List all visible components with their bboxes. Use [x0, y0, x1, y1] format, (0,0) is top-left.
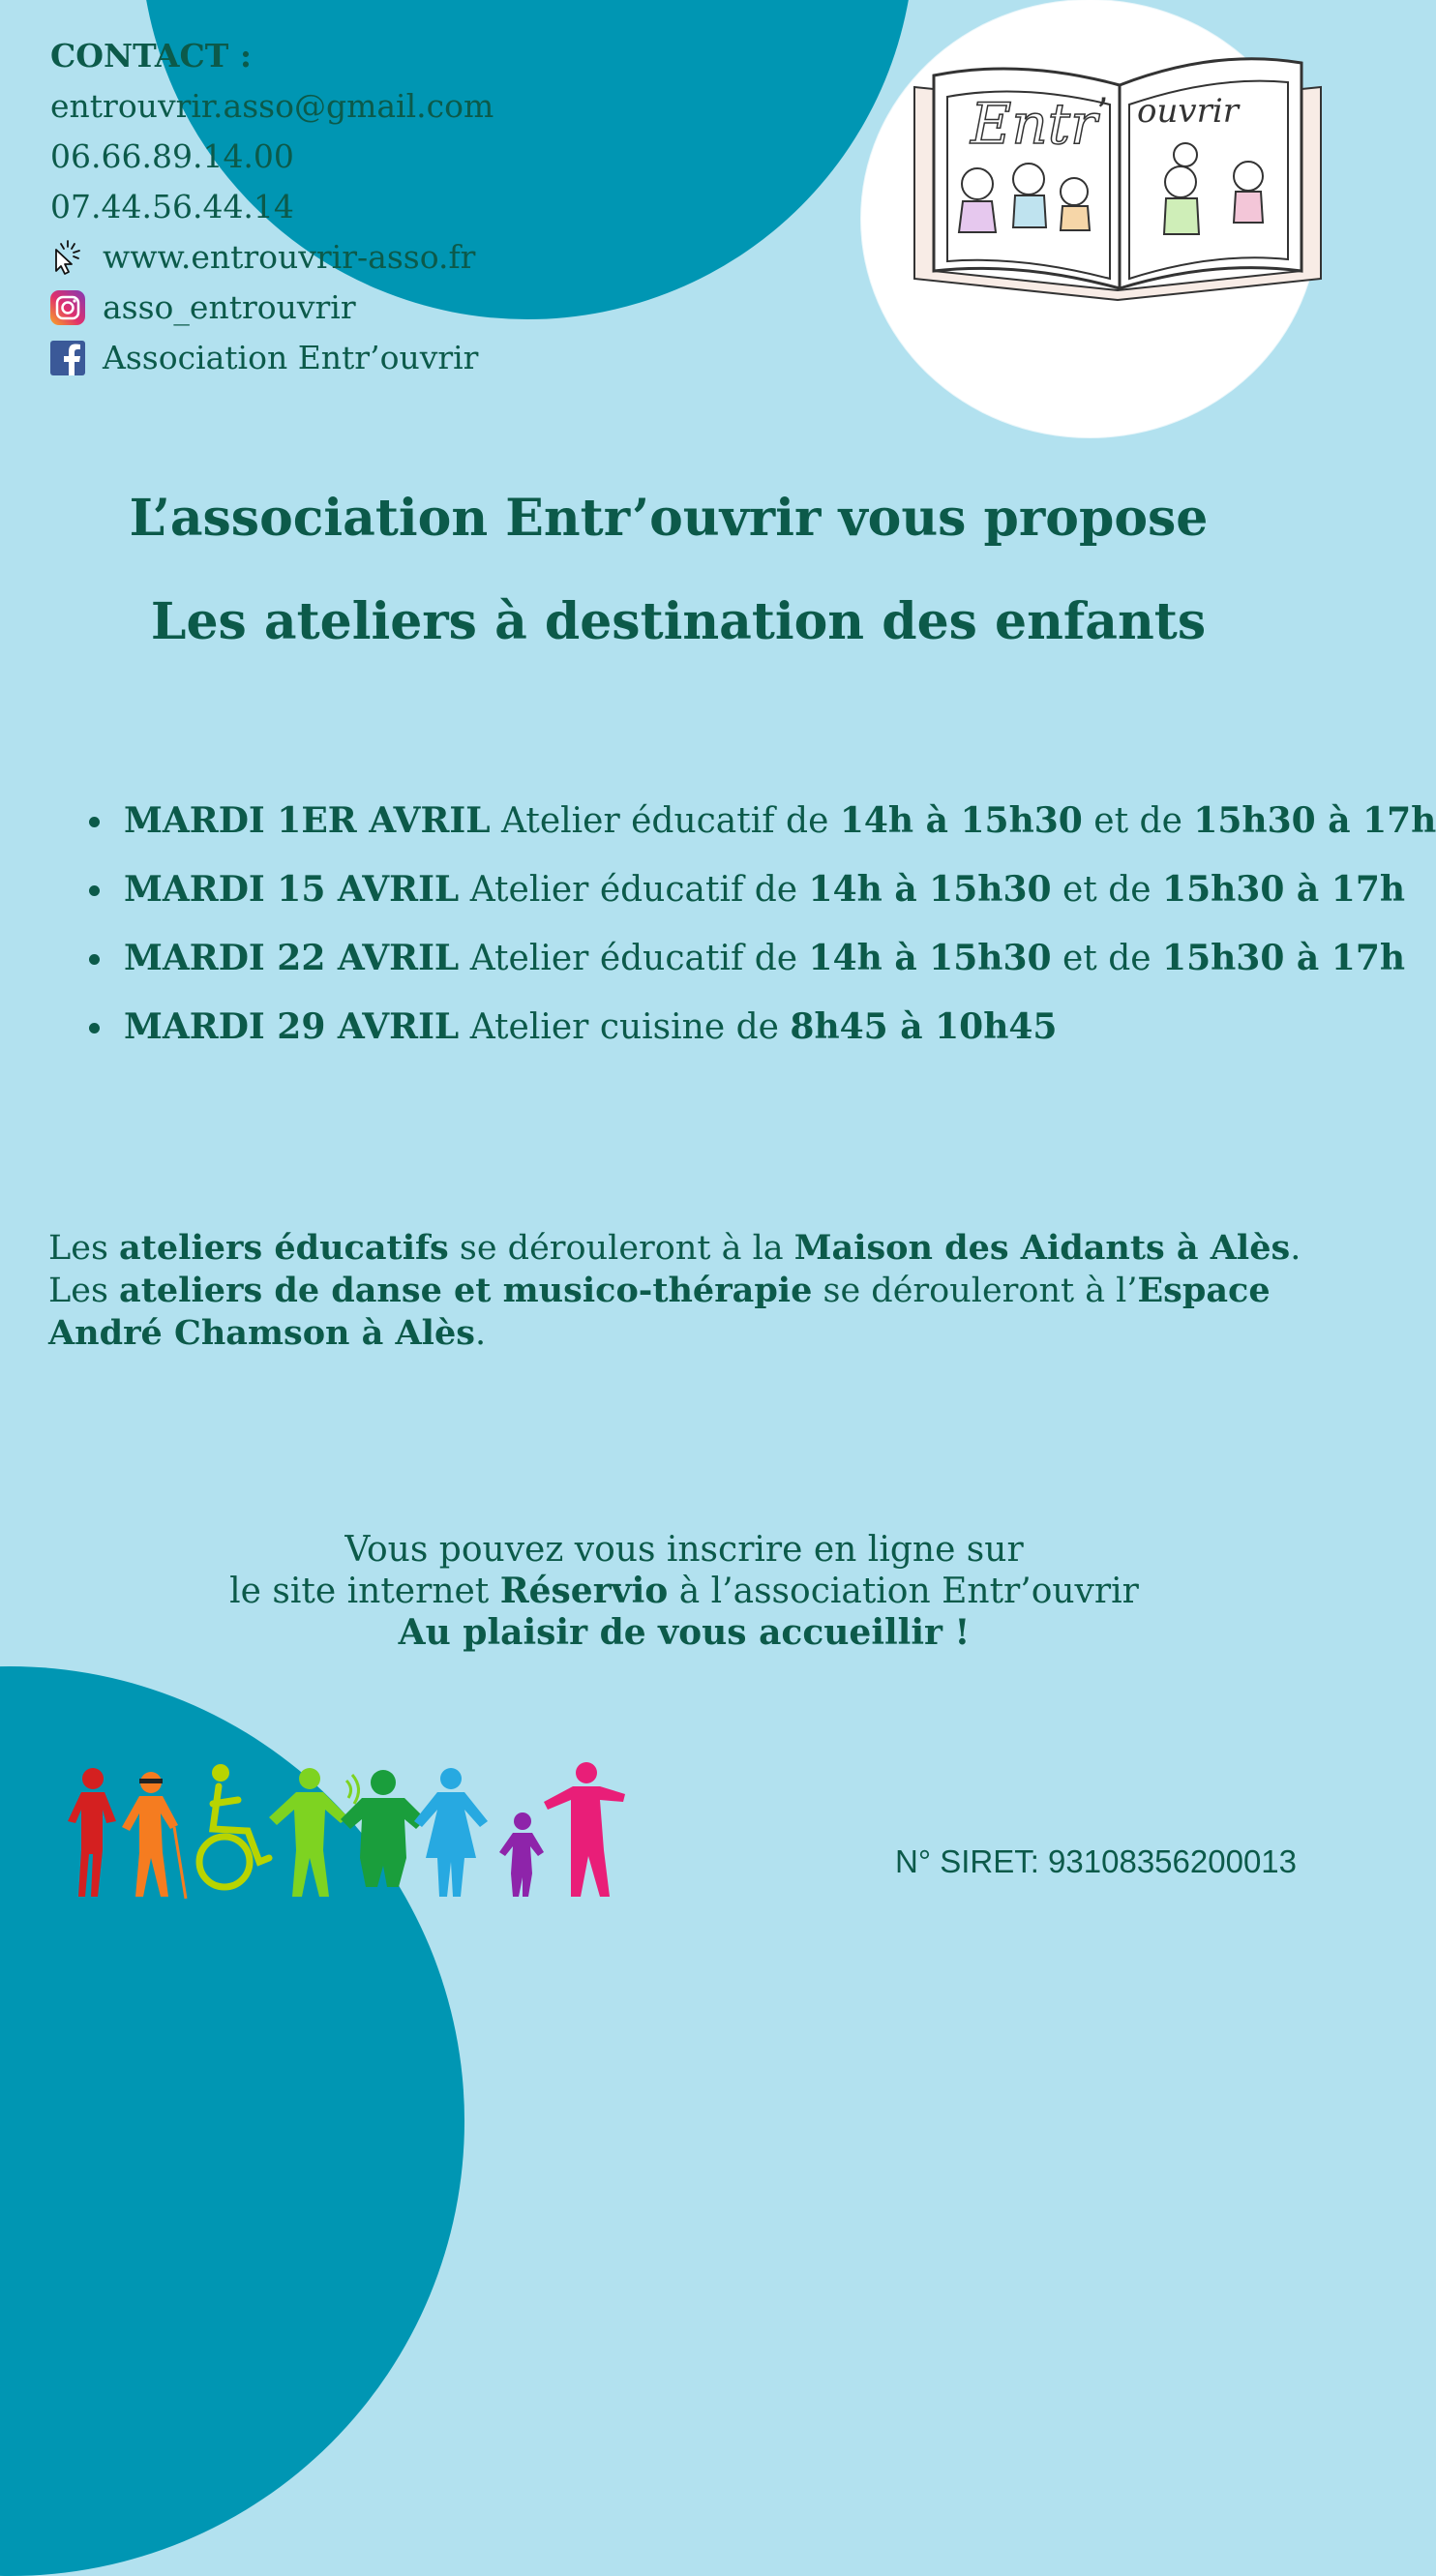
info-text: Les: [48, 1229, 120, 1268]
entrouvrir-logo: [895, 29, 1350, 319]
contact-block: [50, 31, 494, 383]
contact-email[interactable]: entrouvrir.asso@gmail.com: [50, 87, 494, 125]
contact-website-row[interactable]: [50, 232, 494, 283]
location-line-2: [48, 1270, 1345, 1355]
location-line-1: [48, 1227, 1345, 1270]
cursor-click-icon: [48, 238, 87, 277]
event-activity: Atelier éducatif de: [490, 801, 840, 841]
contact-instagram: asso_entrouvrir: [103, 288, 356, 326]
instagram-icon: [48, 288, 87, 327]
siret-number: N° SIRET: 93108356200013: [895, 1843, 1297, 1879]
signup-line-3: Au plaisir de vous accueillir !: [398, 1612, 971, 1653]
info-text: .: [1290, 1229, 1301, 1268]
info-emphasis: ateliers de danse et musico-thérapie: [119, 1271, 813, 1310]
signup-text: le site internet: [229, 1572, 500, 1611]
title-line-2: Les ateliers à destination des enfants: [150, 592, 1207, 651]
contact-website: www.entrouvrir-asso.fr: [103, 238, 476, 276]
info-emphasis: ateliers éducatifs: [119, 1228, 449, 1268]
contact-heading: CONTACT :: [50, 37, 253, 75]
event-activity: Atelier cuisine de: [459, 1007, 791, 1047]
contact-facebook-row[interactable]: [50, 333, 494, 383]
logo-text-apostrophe: ’: [1096, 91, 1109, 135]
info-text: .: [474, 1314, 487, 1353]
signup-reservio: Réservio: [499, 1571, 669, 1611]
person-figure-red: [68, 1768, 116, 1897]
event-slot-1: 14h à 15h30: [808, 869, 1052, 910]
event-slot-1: 14h à 15h30: [808, 938, 1052, 978]
signup-line-2: [0, 1571, 1368, 1612]
event-joiner: et de: [1051, 870, 1163, 910]
person-figure-yellow-wheelchair: [199, 1764, 269, 1887]
event-slot-2: 15h30 à 17h: [1193, 800, 1436, 841]
person-figure-purple: [499, 1812, 544, 1897]
title-line-1: L’association Entr’ouvrir vous propose: [129, 489, 1209, 548]
contact-facebook: Association Entr’ouvrir: [103, 339, 479, 376]
signup-info: [0, 1529, 1368, 1654]
inclusive-people-illustration: [66, 1761, 637, 1906]
list-item: [85, 929, 1436, 998]
person-figure-blue: [414, 1768, 488, 1897]
event-slot-2: 15h30 à 17h: [1162, 938, 1406, 978]
contact-phone-1[interactable]: 06.66.89.14.00: [50, 137, 294, 175]
location-info: [48, 1227, 1345, 1355]
person-figure-dark-green: [341, 1770, 426, 1887]
event-date: MARDI 15 AVRIL: [124, 869, 460, 910]
event-joiner: et de: [1082, 801, 1194, 841]
event-date: MARDI 1ER AVRIL: [124, 800, 491, 841]
event-slot-1: 14h à 15h30: [839, 800, 1083, 841]
list-item: [85, 792, 1436, 860]
info-place: Maison des Aidants à Alès: [793, 1228, 1291, 1268]
event-joiner: et de: [1051, 939, 1163, 978]
event-activity: Atelier éducatif de: [459, 870, 809, 910]
facebook-icon: [48, 339, 87, 377]
event-slot-1: 8h45 à 10h45: [790, 1006, 1058, 1047]
events-list: [85, 792, 1436, 1066]
info-text: se dérouleront à la: [448, 1229, 794, 1268]
info-text: se dérouleront à l’: [812, 1272, 1138, 1310]
info-text: Les: [48, 1272, 120, 1310]
list-item: [85, 860, 1436, 929]
person-figure-orange: [122, 1772, 186, 1899]
logo-text-left: Entr: [971, 91, 1097, 157]
list-item: [85, 998, 1436, 1066]
event-activity: Atelier éducatif de: [459, 939, 809, 978]
logo-text-right: ouvrir: [1137, 92, 1239, 131]
event-slot-2: 15h30 à 17h: [1162, 869, 1406, 910]
signup-line-1: Vous pouvez vous inscrire en ligne sur: [344, 1530, 1024, 1570]
info-place: Espace André Chamson à Alès: [48, 1271, 1271, 1353]
event-date: MARDI 22 AVRIL: [124, 938, 460, 978]
contact-instagram-row[interactable]: [50, 283, 494, 333]
event-date: MARDI 29 AVRIL: [124, 1006, 460, 1047]
contact-phone-2[interactable]: 07.44.56.44.14: [50, 188, 294, 225]
person-figure-pink: [544, 1762, 625, 1897]
signup-text: à l’association Entr’ouvrir: [668, 1572, 1139, 1611]
person-figure-light-green: [269, 1768, 359, 1897]
